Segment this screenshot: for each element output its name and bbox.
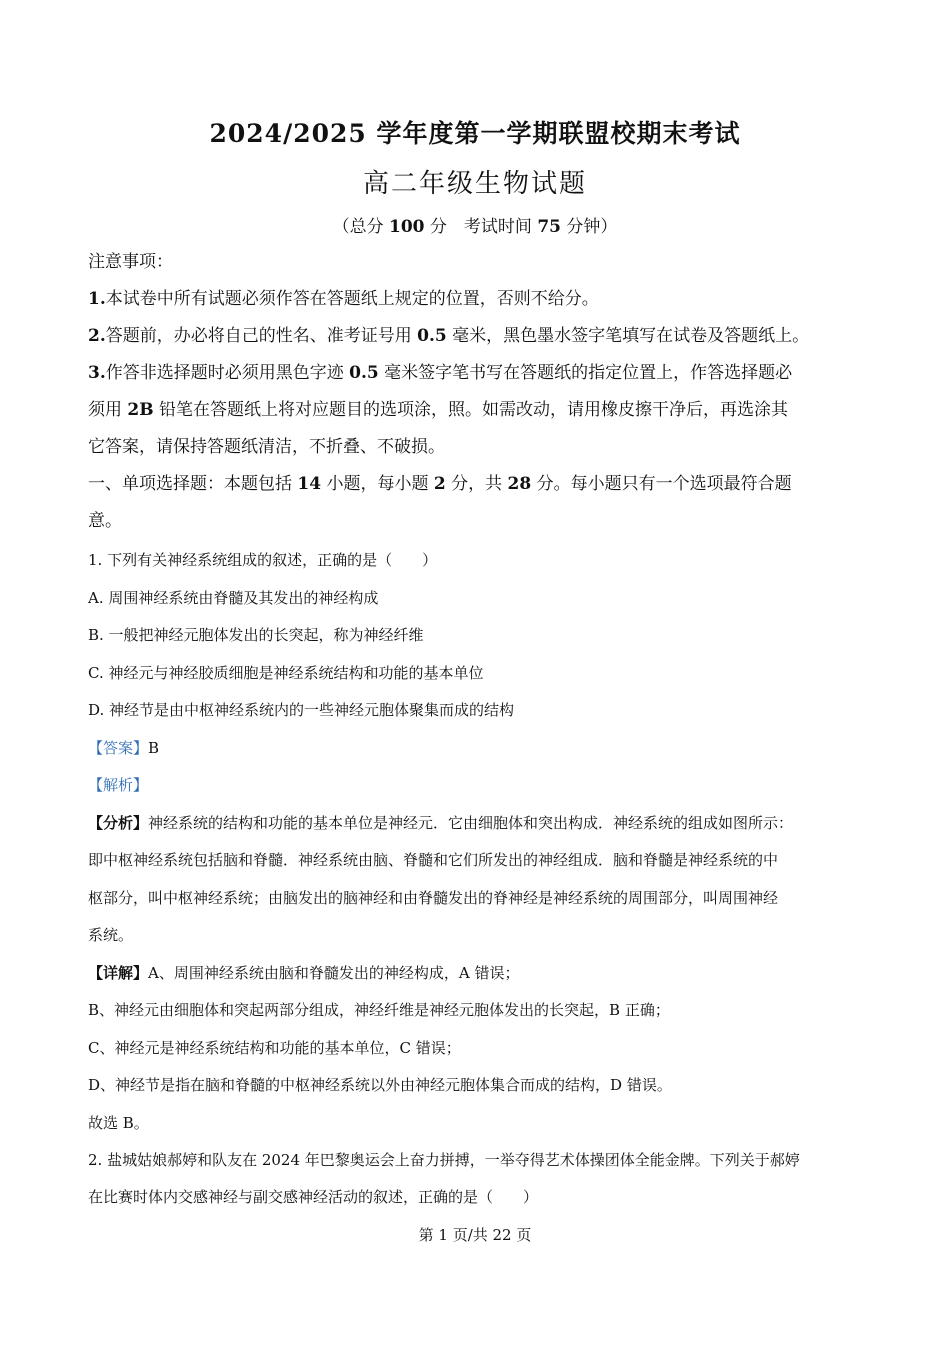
q1-fenxi-line-4: 系统。 [88, 926, 134, 944]
q1-stem: 1. 下列有关神经系统组成的叙述，正确的是（ ） [88, 551, 438, 569]
q1-option-c: C. 神经元与神经胶质细胞是神经系统结构和功能的基本单位 [88, 664, 484, 682]
exam-title: 2024/2025 学年度第一学期联盟校期末考试 [209, 119, 741, 148]
q2-stem-line-1: 2. 盐城姑娘郝婷和队友在 2024 年巴黎奥运会上奋力拼搏，一举夺得艺术体操团体全能金牌。下列关于郝婷 [88, 1151, 800, 1169]
q1-xiangjie-line-3: C、神经元是神经系统结构和功能的基本单位，C 错误； [88, 1039, 461, 1057]
q1-xiangjie-line-4: D、神经节是指在脑和脊髓的中枢神经系统以外由神经元胞体集合而成的结构，D 错误。 [88, 1076, 672, 1094]
q1-xiangjie-line-2: B、神经元由细胞体和突起两部分组成，神经纤维是神经元胞体发出的长突起，B 正确； [88, 1001, 670, 1019]
page-footer: 第 1 页/共 22 页 [418, 1226, 532, 1244]
section-heading-line-2: 意。 [88, 511, 122, 531]
note-3: 3.作答非选择题时必须用黑色字迹 0.5 毫米签字笔书写在答题纸的指定位置上，作答选择题必 [88, 363, 793, 383]
q2-stem-line-2: 在比赛时体内交感神经与副交感神经活动的叙述，正确的是（ ） [88, 1188, 539, 1206]
note-3-line-2: 须用 2B 铅笔在答题纸上将对应题目的选项涂，照。如需改动，请用橡皮擦干净后，再选涂其 [88, 400, 789, 420]
notes-heading: 注意事项： [88, 252, 173, 272]
q1-fenxi-line-3: 枢部分，叫中枢神经系统；由脑发出的脑神经和由脊髓发出的脊神经是神经系统的周围部分，叫周围神经 [88, 889, 779, 907]
note-1: 1.本试卷中所有试题必须作答在答题纸上规定的位置，否则不给分。 [88, 289, 599, 309]
q1-option-b: B. 一般把神经元胞体发出的长突起，称为神经纤维 [88, 626, 424, 644]
q1-answer: 【答案】B [88, 739, 160, 757]
q1-xiangjie-line-1: 【详解】A、周围神经系统由脑和脊髓发出的神经构成，A 错误； [88, 964, 520, 982]
q1-fenxi-line-2: 即中枢神经系统包括脑和脊髓．神经系统由脑、脊髓和它们所发出的神经组成．脑和脊髓是神经系统的中 [88, 851, 779, 869]
q1-fenxi-line-1: 【分析】神经系统的结构和功能的基本单位是神经元．它由细胞体和突出构成．神经系统的组成如图所示： [88, 814, 794, 832]
note-2: 2.答题前，办必将自己的性名、准考证号用 0.5 毫米，黑色墨水签字笔填写在试卷及答题纸上。 [88, 326, 810, 346]
q1-option-d: D. 神经节是由中枢神经系统内的一些神经元胞体聚集而成的结构 [88, 701, 515, 719]
note-3-line-3: 它答案，请保持答题纸清洁，不折叠、不破损。 [88, 437, 445, 457]
q1-option-a: A. 周围神经系统由脊髓及其发出的神经构成 [88, 589, 379, 607]
q1-conclusion: 故选 B。 [88, 1114, 149, 1132]
score-time-line: （总分 100 分 考试时间 75 分钟） [332, 217, 618, 237]
section-heading: 一、单项选择题：本题包括 14 小题，每小题 2 分，共 28 分。每小题只有一个选项最符合题 [88, 474, 792, 494]
exam-subtitle: 高二年级生物试题 [362, 169, 587, 199]
q1-analysis-label: 【解析】 [88, 776, 149, 794]
